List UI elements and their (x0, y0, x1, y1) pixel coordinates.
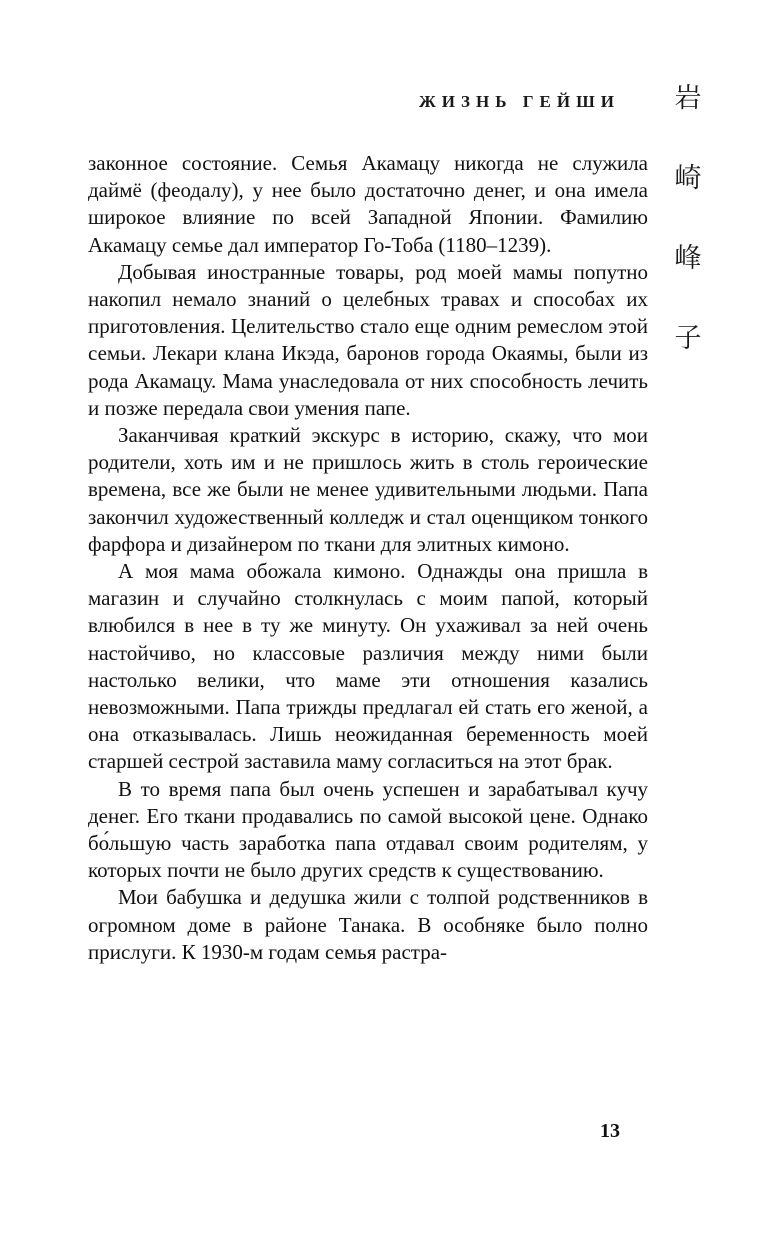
kanji-char: 子 (674, 323, 702, 354)
kanji-char: 峰 (674, 243, 702, 274)
running-header: ЖИЗНЬ ГЕЙШИ (419, 92, 620, 111)
paragraph: А моя мама обожала кимоно. Однажды она пришла в магазин и случайно столкнулась с моим папой, который влюбился в нее в ту же минуту. Он ухаживал за ней очень настойчиво, но классовые различия между ними были настолько велики, что маме эти отношения казались невозможными. Папа трижды предлагал ей стать его женой, а она отказывалась. Лишь неожиданная беременность моей старшей сестрой заставила маму согласиться на этот брак. (88, 559, 648, 774)
page-number: 13 (600, 1120, 620, 1142)
page-body-text (88, 150, 648, 966)
paragraph: Добывая иностранные товары, род моей мамы попутно накопил немало знаний о целебных травах и способах их приготовления. Целительство стало еще одним ремеслом этой семьи. Лекари клана Икэда, баронов города Окаямы, были из рода Акамацу. Мама унаследовала от них способность лечить и позже передала свои умения папе. (88, 259, 648, 420)
paragraph: Заканчивая краткий экскурс в историю, скажу, что мои родители, хоть им и не пришлось жить в столь героические времена, все же были не менее удивительными людьми. Папа закончил художественный колледж и стал оценщиком тонкого фарфора и дизайнером по ткани для элитных кимоно. (88, 423, 648, 556)
paragraph: В то время папа был очень успешен и зарабатывал кучу денег. Его ткани продавались по самой высокой цене. Однако бо́льшую часть заработка папа отдавал своим родителям, у которых почти не было других средств к существованию. (88, 776, 648, 883)
paragraph: законное состояние. Семья Акамацу никогда не служила даймё (феодалу), у нее было достаточно денег, и она имела широкое влияние по всей Западной Японии. Фамилию Акамацу семье дал император Го-Тоба (1180–1239). (88, 151, 648, 257)
kanji-char: 岩 (674, 83, 702, 114)
paragraph: Мои бабушка и дедушка жили с толпой родственников в огромном доме в районе Танака. В особняке было полно прислуги. К 1930-м годам семья растра- (88, 885, 648, 964)
author-name-vertical (666, 84, 710, 354)
kanji-char: 崎 (674, 163, 702, 194)
